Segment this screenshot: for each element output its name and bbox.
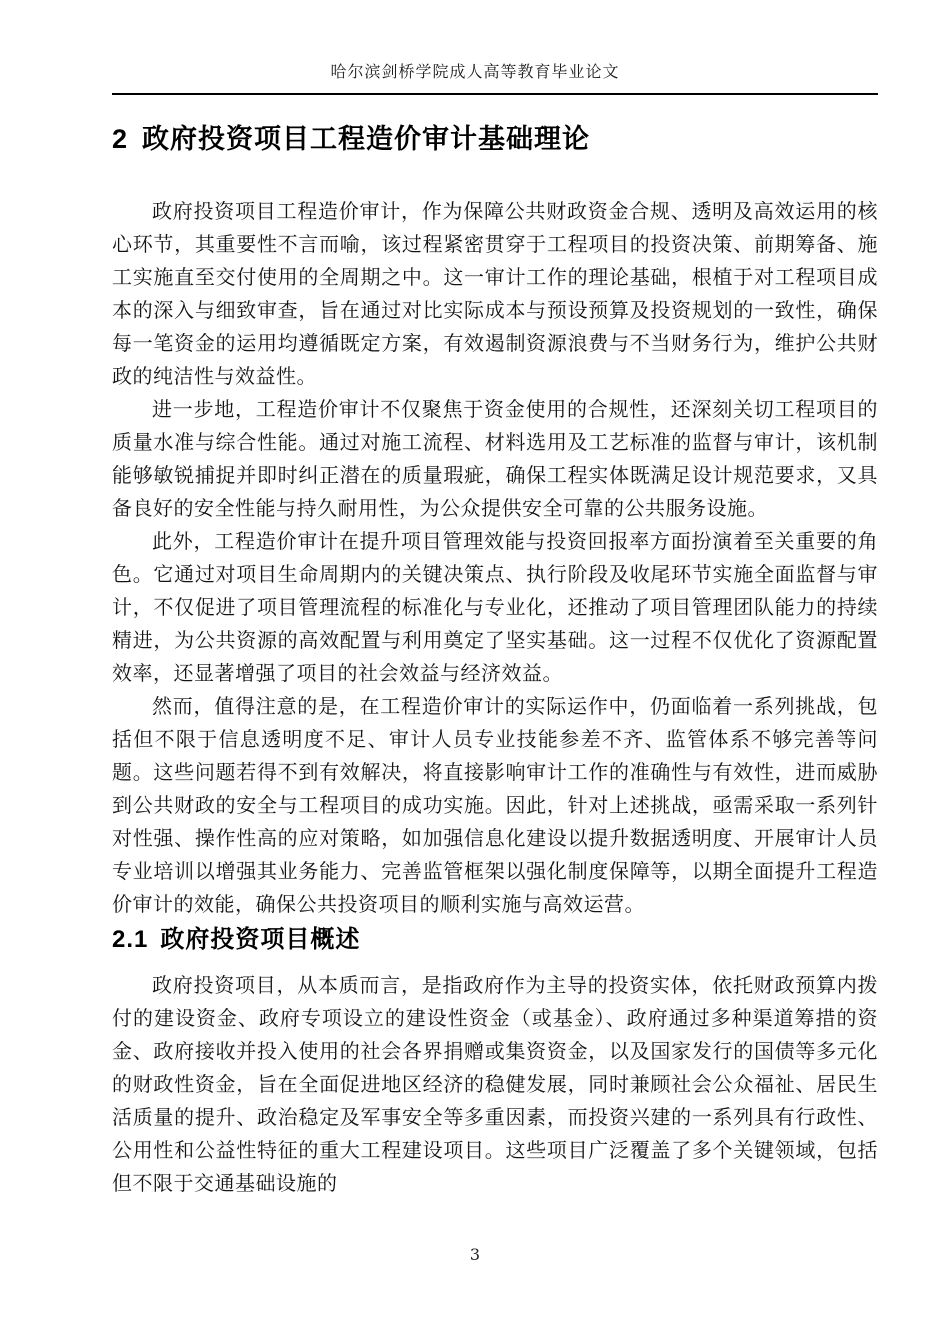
page-footer — [0, 1246, 950, 1264]
page-number: 3 — [469, 1245, 481, 1264]
header-rule — [112, 93, 878, 95]
paragraph: 政府投资项目工程造价审计，作为保障公共财政资金合规、透明及高效运用的核心环节，其重要性不言而喻，该过程紧密贯穿于工程项目的投资决策、前期筹备、施工实施直至交付使用的全周期之中。这一审计工作的理论基础，根植于对工程项目成本的深入与细致审查，旨在通过对比实际成本与预设预算及投资规划的一致性，确保每一笔资金的运用均遵循既定方案，有效遏制资源浪费与不当财务行为，维护公共财政的纯洁性与效益性。 — [112, 199, 878, 388]
running-header-title: 哈尔滨剑桥学院成人高等教育毕业论文 — [330, 62, 620, 81]
chapter-number: 2 — [112, 124, 129, 154]
running-header — [0, 60, 950, 84]
section-title: 政府投资项目概述 — [160, 926, 361, 953]
section-number: 2.1 — [112, 926, 149, 953]
paragraph: 进一步地，工程造价审计不仅聚焦于资金使用的合规性，还深刻关切工程项目的质量水准与综合性能。通过对施工流程、材料选用及工艺标准的监督与审计，该机制能够敏锐捕捉并即时纠正潜在的质量瑕疵，确保工程实体既满足设计规范要求，又具备良好的安全性能与持久耐用性，为公众提供安全可靠的公共服务设施。 — [112, 397, 878, 520]
section-heading — [112, 923, 878, 957]
paragraph: 政府投资项目，从本质而言，是指政府作为主导的投资实体，依托财政预算内拨付的建设资金、政府专项设立的建设性资金（或基金）、政府通过多种渠道筹措的资金、政府接收并投入使用的社会各界捐赠或集资资金，以及国家发行的国债等多元化的财政性资金，旨在全面促进地区经济的稳健发展，同时兼顾社会公众福祉、居民生活质量的提升、政治稳定及军事安全等多重因素，而投资兴建的一系列具有行政性、公用性和公益性特征的重大工程建设项目。这些项目广泛覆盖了多个关键领域，包括但不限于交通基础设施的 — [112, 973, 878, 1195]
chapter-title: 政府投资项目工程造价审计基础理论 — [142, 124, 591, 154]
chapter-heading — [112, 119, 878, 159]
page-content — [0, 119, 950, 1200]
paragraph: 然而，值得注意的是，在工程造价审计的实际运作中，仍面临着一系列挑战，包括但不限于信息透明度不足、审计人员专业技能参差不齐、监管体系不够完善等问题。这些问题若得不到有效解决，将直接影响审计工作的准确性与有效性，进而威胁到公共财政的安全与工程项目的成功实施。因此，针对上述挑战，亟需采取一系列针对性强、操作性高的应对策略，如加强信息化建设以提升数据透明度、开展审计人员专业培训以增强其业务能力、完善监管框架以强化制度保障等，以期全面提升工程造价审计的效能，确保公共投资项目的顺利实施与高效运营。 — [112, 694, 878, 916]
paragraph: 此外，工程造价审计在提升项目管理效能与投资回报率方面扮演着至关重要的角色。它通过对项目生命周期内的关键决策点、执行阶段及收尾环节实施全面监督与审计，不仅促进了项目管理流程的标准化与专业化，还推动了项目管理团队能力的持续精进，为公共资源的高效配置与利用奠定了坚实基础。这一过程不仅优化了资源配置效率，还显著增强了项目的社会效益与经济效益。 — [112, 529, 878, 685]
